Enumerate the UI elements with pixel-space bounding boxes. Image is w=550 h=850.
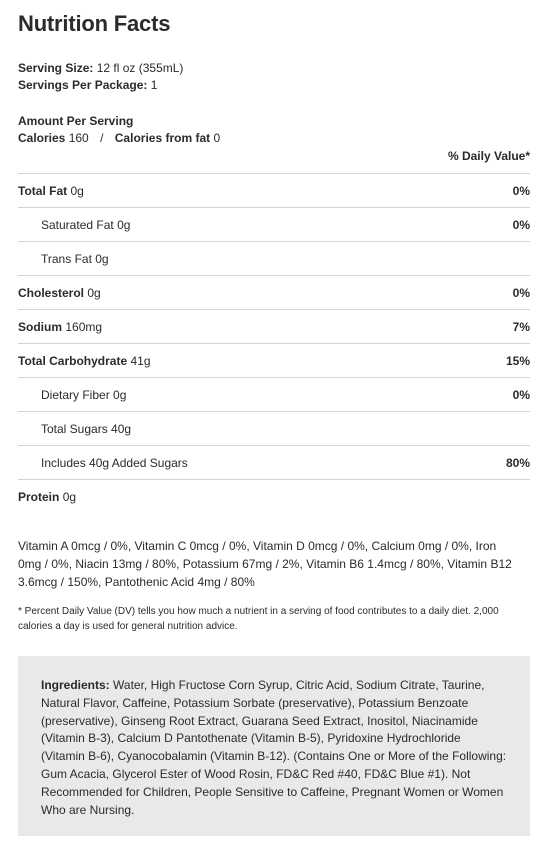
calories-from-fat-label: Calories from fat	[114, 131, 211, 145]
nutrient-row-total-carbohydrate	[18, 343, 530, 377]
servings-per-package-label: Servings Per Package:	[18, 78, 148, 92]
calories-separator: /	[100, 131, 104, 145]
ingredients-text: Water, High Fructose Corn Syrup, Citric Acid, Sodium Citrate, Taurine, Natural Flavor, Caffeine, Potassium Sorbate (preservative), Potassium Benzoate (preservative), Ginseng Root Extract, Guarana Seed Extract, Inositol, Niacinamide (Vitamin B-3), Calcium D Pantothenate (Vitamin B-5), Pyridoxine Hydrochloride (Vitamin B-6), Cyanocobalamin (Vitamin B-12). (Contains One or More of the Following: Gum Acacia, Glycerol Ester of Wood Rosin, FD&C Red #40, FD&C Blue #1). Not Recommended for Children, People Sensitive to Caffeine, Pregnant Women or Women Who are Nursing.	[41, 678, 507, 817]
daily-value-header: % Daily Value*	[447, 149, 530, 163]
nutrient-dv: 80%	[505, 456, 530, 470]
ingredients-box	[18, 656, 530, 836]
nutrient-name: Cholesterol	[18, 286, 85, 300]
nutrient-table	[18, 173, 530, 513]
serving-size-label: Serving Size:	[18, 61, 94, 75]
nutrient-amount: 0g	[117, 218, 131, 232]
nutrient-amount: 40g	[111, 422, 132, 436]
servings-per-package-value: 1	[150, 78, 158, 92]
nutrient-row-saturated-fat	[18, 207, 530, 241]
nutrient-amount: 40g Added Sugars	[89, 456, 188, 470]
serving-size-value: 12 fl oz (355mL)	[96, 61, 184, 75]
calories-line	[18, 130, 220, 146]
nutrient-row-protein	[18, 479, 530, 513]
nutrient-row-cholesterol	[18, 275, 530, 309]
nutrient-name: Total Fat	[18, 184, 68, 198]
nutrient-name: Sodium	[18, 320, 62, 334]
nutrient-amount: 0g	[70, 184, 84, 198]
nutrient-row-added-sugars	[18, 445, 530, 479]
vitamins-minerals-text: Vitamin A 0mcg / 0%, Vitamin C 0mcg / 0%, Vitamin D 0mcg / 0%, Calcium 0mg / 0%, Iron 0mg / 0%, Niacin 13mg / 80%, Potassium 67mg / 2%, Vitamin B6 1.4mcg / 80%, Vitamin B12 3.6mcg / 150%, Pantothenic Acid 4mg / 80%	[18, 539, 512, 589]
nutrient-name: Protein	[18, 490, 60, 504]
nutrient-dv: 0%	[512, 184, 530, 198]
nutrient-dv: 0%	[512, 286, 530, 300]
nutrient-amount: 41g	[130, 354, 151, 368]
nutrient-name: Dietary Fiber	[41, 388, 110, 402]
nutrient-name: Includes	[41, 456, 86, 470]
nutrient-amount: 0g	[95, 252, 109, 266]
nutrient-row-total-fat	[18, 173, 530, 207]
nutrient-name: Saturated Fat	[41, 218, 114, 232]
nutrient-amount: 160mg	[65, 320, 103, 334]
nutrient-name: Trans Fat	[41, 252, 92, 266]
amount-per-serving-heading: Amount Per Serving	[18, 114, 134, 128]
calories-from-fat-value: 0	[213, 131, 221, 145]
nutrient-row-dietary-fiber	[18, 377, 530, 411]
nutrient-amount: 0g	[87, 286, 101, 300]
nutrient-name: Total Carbohydrate	[18, 354, 128, 368]
ingredients-label: Ingredients:	[41, 678, 110, 692]
daily-value-footnote: * Percent Daily Value (DV) tells you how much a nutrient in a serving of food contributes to a daily diet. 2,000 calories a day is used for general nutrition advice.	[18, 606, 499, 632]
nutrient-amount: 0g	[113, 388, 127, 402]
servings-per-package-line	[18, 77, 157, 93]
page-title: Nutrition Facts	[18, 11, 171, 36]
nutrient-amount: 0g	[62, 490, 77, 504]
nutrient-dv: 0%	[512, 388, 530, 402]
nutrient-row-sodium	[18, 309, 530, 343]
nutrient-row-trans-fat	[18, 241, 530, 275]
calories-value: 160	[68, 131, 89, 145]
nutrient-dv: 15%	[505, 354, 530, 368]
nutrient-dv: 7%	[512, 320, 530, 334]
nutrient-row-total-sugars	[18, 411, 530, 445]
nutrient-name: Total Sugars	[41, 422, 108, 436]
nutrient-dv: 0%	[512, 218, 530, 232]
serving-size-line	[18, 60, 183, 76]
calories-label: Calories	[18, 131, 66, 145]
